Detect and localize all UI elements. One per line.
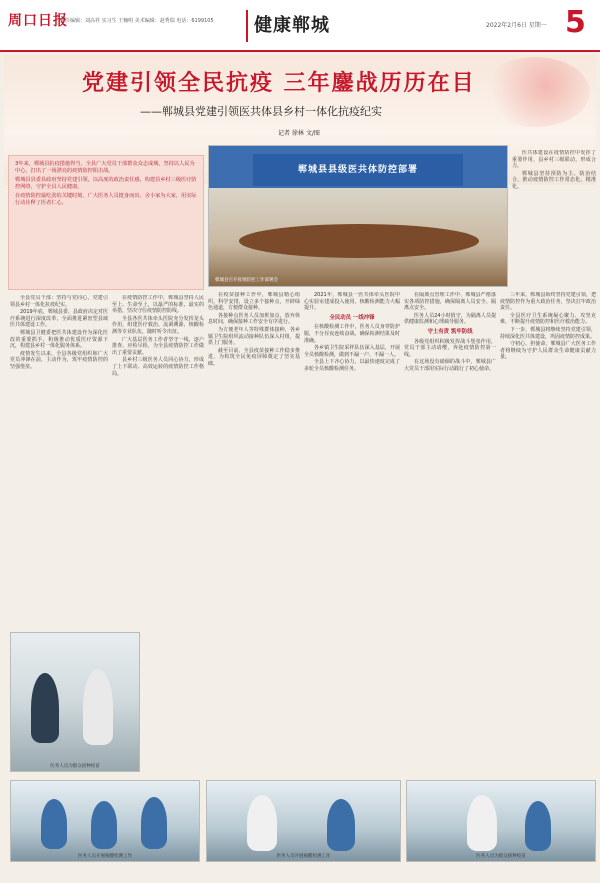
article-column bbox=[10, 295, 108, 625]
paragraph: 各乡镇卫生院采样队伍深入基层，开展全员核酸检测，做到不漏一户、不漏一人。 bbox=[304, 345, 400, 358]
paragraph: 下一步，郸城县将继续坚持党建引领，持续深化医共体建设，巩固疫情防控成果。 bbox=[500, 326, 596, 340]
medic-figure bbox=[327, 799, 355, 851]
page-header bbox=[0, 0, 600, 52]
paragraph: 2019年底，郸城县委、县政府决定对医疗系统进行深度改革，全面推进紧密型县域医共体建设工作。 bbox=[10, 309, 108, 329]
article-column bbox=[500, 292, 596, 776]
paragraph: 全县上下齐心协力，以最快速度完成了多轮全员核酸检测任务。 bbox=[304, 359, 400, 372]
paragraph: 疫情发生以来，全县各级党组织和广大党员冲锋在前，主动作为，筑牢疫情防控的坚强堡垒。 bbox=[10, 350, 108, 370]
testing-photo bbox=[206, 780, 401, 862]
article-headline: 党建引领全民抗疫 三年鏖战历历在目 bbox=[82, 71, 476, 96]
issue-date: 2022年2月6日 星期一 bbox=[486, 22, 547, 29]
paragraph: 全县各医共体牵头医院充分发挥龙头作用，组建医疗救治、流调溯源、核酸检测等专业队伍，随时听令出征。 bbox=[112, 315, 204, 335]
page-number: 5 bbox=[565, 5, 586, 40]
section-title: 健康郸城 bbox=[254, 15, 330, 36]
paragraph: 截至目前，全县疫苗接种工作稳步推进，为构筑全民免疫屏障奠定了坚实基础。 bbox=[208, 347, 300, 367]
lead-paragraph: 郸城县县委县政府坚持党建引领，以高度的政治责任感，构建县乡村三级医疗防控网络，守护全县人民健康。 bbox=[15, 177, 197, 190]
vaccination-photo bbox=[406, 780, 596, 862]
vaccination-photo bbox=[10, 632, 140, 772]
paragraph: 各接种点医务人员加班加点，放弃休息时间，确保接种工作安全有序进行。 bbox=[208, 312, 300, 326]
section-subhead: 全民动员 一线冲锋 bbox=[329, 314, 375, 321]
photo-caption: 医务人员开展核酸检测工作 bbox=[78, 854, 132, 859]
medic-figure bbox=[525, 801, 551, 851]
paragraph: 郸城县坚持预防为主、防治结合，推动疫情防控工作常态化、精准化。 bbox=[512, 170, 596, 190]
article-byline: 记者 徐林 文/图 bbox=[278, 130, 320, 137]
article-subheadline: ——郸城县党建引领医共体县乡村一体化抗疫纪实 bbox=[140, 105, 382, 118]
lead-paragraph: 在疫情防控最吃劲的关键时刻，广大医务人员挺身而出，舍小家为大家，用实际行动诠释了医者仁心。 bbox=[15, 193, 197, 206]
testing-photo bbox=[10, 780, 200, 862]
medic-figure bbox=[247, 795, 277, 851]
editor-credits: 责任编辑：刘高祥 实习生 王楠明 美术编辑：赵秀瑞 电话：6199105 bbox=[60, 18, 214, 24]
paragraph: 各级党组织积极发挥战斗堡垒作用，党员干部主动请缨，奔赴疫情防控第一线。 bbox=[404, 338, 496, 358]
lead-box bbox=[8, 155, 204, 290]
medic-figure bbox=[41, 799, 67, 849]
paragraph: 为方便老年人等特殊群体接种，各乡镇卫生院组织流动接种队伍深入村组，提供上门服务。 bbox=[208, 326, 300, 347]
medic-figure bbox=[467, 795, 497, 851]
paragraph: 在隔离点管理工作中，郸城县严格落实各项防控措施，确保隔离人员安全、隔离点安全。 bbox=[404, 292, 496, 312]
banner-decoration bbox=[480, 57, 590, 127]
photo-caption: 郸城县召开疫情防控工作部署会 bbox=[215, 278, 278, 283]
newspaper-logo: 周口日报 bbox=[8, 13, 68, 29]
paragraph: 全县党员干部：坚持与党同心，党建引领县乡村一体化抗疫纪实。 bbox=[10, 295, 108, 308]
photo-caption: 医务人员为群众接种疫苗 bbox=[476, 854, 526, 859]
article-column bbox=[512, 150, 596, 285]
paragraph: 2021年，郸城县一医共体牵头医院中心实验室建成投入使用，核酸检测能力大幅提升。 bbox=[304, 292, 400, 312]
conference-table bbox=[239, 224, 479, 258]
paragraph: 在核酸检测工作中，医务人员身穿防护服，不分昼夜连续奋战，确保检测结果及时准确。 bbox=[304, 324, 400, 344]
lead-paragraph: 3年来，郸城县抗疫措施得当，全县广大党员干部群众众志成城，坚持以人民为中心，打出了一场漂亮的疫情防控阻击战。 bbox=[15, 161, 195, 174]
person-figure bbox=[31, 673, 59, 743]
photo-caption: 医务人员开展核酸检测工作 bbox=[276, 854, 331, 859]
article-column bbox=[404, 292, 496, 776]
header-divider bbox=[246, 10, 248, 42]
medic-figure bbox=[141, 797, 167, 849]
doctor-figure bbox=[83, 669, 113, 745]
photo-caption: 医务人员为群众接种疫苗 bbox=[50, 764, 100, 769]
medic-figure bbox=[91, 801, 117, 849]
paragraph: 广大基层医务工作者坚守一线，逐户排查、应检尽检，为全县疫情防控工作做出了重要贡献。 bbox=[112, 336, 204, 356]
paragraph: 医共体建设在疫情防控中发挥了重要作用，县乡村三级联动，形成合力。 bbox=[512, 150, 596, 170]
paragraph: 医务人员24小时值守，为隔离人员提供健康监测和心理疏导服务。 bbox=[404, 312, 496, 326]
paragraph: 郸城县卫健委把医共体建设作为深化医改的重要抓手，积极推动优质医疗资源下沉，构建县乡村一体化服务体系。 bbox=[10, 329, 108, 350]
meeting-photo bbox=[208, 145, 508, 287]
paragraph: 在这场没有硝烟的战斗中，郸城县广大党员干部用实际行动践行了初心使命。 bbox=[404, 359, 496, 372]
paragraph: 全县医疗卫生系统凝心聚力、攻坚克难，不断提升疫情防控和医疗救治能力。 bbox=[500, 312, 596, 326]
paragraph: 守初心、担使命，郸城县广大医务工作者将继续为守护人民群众生命健康贡献力量。 bbox=[500, 341, 596, 361]
paragraph: 在疫苗接种工作中，郸城县精心组织，科学安排，设立多个接种点，开辟绿色通道，方便群众接种。 bbox=[208, 292, 300, 312]
meeting-screen-banner: 郸城县县级医共体防控部署 bbox=[253, 154, 463, 186]
article-column bbox=[208, 292, 300, 776]
paragraph: 在疫情防控工作中，郸城县坚持人民至上、生命至上，以最严的标准、最实的举措，坚决守住疫情防控防线。 bbox=[112, 295, 204, 315]
paragraph: 三年来，郸城县始终坚持党建引领，把疫情防控作为重大政治任务，坚决扛牢政治责任。 bbox=[500, 292, 596, 312]
section-subhead: 守土有责 筑牢防线 bbox=[427, 328, 473, 335]
paragraph: 县乡村三级医务人员同心协力，形成了上下联动、高效运转的疫情防控工作格局。 bbox=[112, 357, 204, 377]
article-column bbox=[304, 292, 400, 776]
